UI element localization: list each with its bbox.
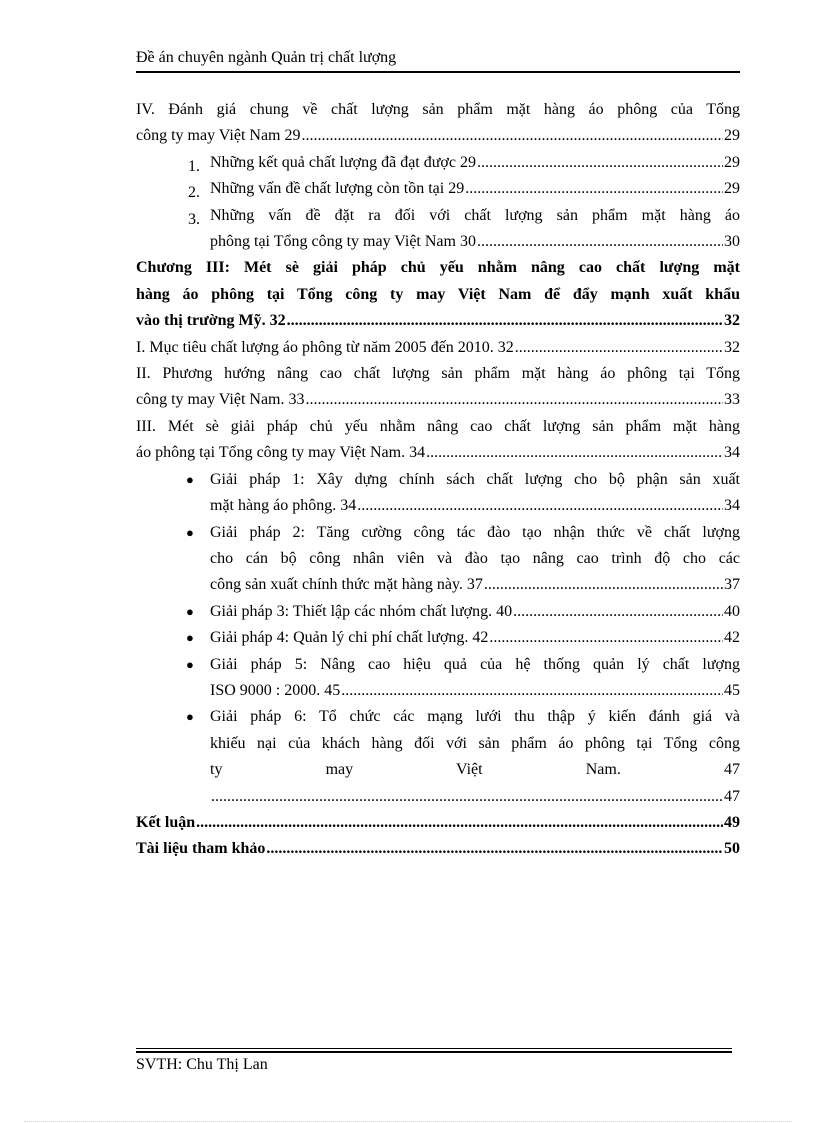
toc-entry[interactable] [136,652,740,705]
list-number: 1. [188,157,200,175]
toc-page-number: 40 [724,602,740,620]
footer-author: SVTH: Chu Thị Lan [136,1056,268,1073]
toc-leader-dots [477,150,723,176]
toc-entry-text: áo phông tại Tổng công ty may Việt Nam. 34 [136,444,426,462]
toc-leader-dots [513,599,723,625]
toc-entry[interactable] [136,335,740,361]
toc-page-number: 29 [724,180,740,198]
toc-leader-dots [302,123,724,149]
toc-leader-line [210,229,740,255]
toc-leader-line [136,123,740,149]
toc-leader-dots [477,229,723,255]
toc-page-number: 45 [724,681,740,699]
toc-leader-dots [357,493,723,519]
footer-rule-thick [136,1051,732,1053]
toc-leader-dots [489,625,723,651]
toc-page-number: 29 [724,127,740,145]
toc-leader-line [210,572,740,598]
list-number: 3. [188,210,200,228]
header-rule [136,71,740,73]
toc-entry-text: phông tại Tổng công ty may Việt Nam 30 [210,233,476,251]
toc-entry-text: III. Mét sè giải pháp chủ yếu nhằm nâng cao chất lượng sản phẩm mặt hàng [136,417,740,435]
toc-leader-dots [266,836,723,862]
toc-leader-dots [306,387,724,413]
toc-leader-line [136,308,740,334]
toc-entry[interactable] [136,599,740,625]
toc-page-number: 34 [724,497,740,515]
toc-entry-text: Những vấn đề chất lượng còn tồn tại 29 [210,180,465,198]
list-number: 2. [188,184,200,202]
toc-entry-text: Tài liệu tham khảo [136,840,266,858]
toc-leader-line [136,836,740,862]
toc-entry[interactable] [136,176,740,202]
toc-page-number: 33 [724,391,740,409]
toc-entry-text: ISO 9000 : 2000. 45 [210,681,341,699]
toc-entry-text: I. Mục tiêu chất lượng áo phông từ năm 2005 đến 2010. 32 [136,338,514,356]
toc-leader-dots [484,572,723,598]
toc-page-number: 32 [724,312,740,330]
toc-entry-text: Giải pháp 2: Tăng cường công tác đào tạo nhận thức về chất lượng [210,523,740,541]
toc-entry[interactable] [136,361,740,414]
toc-leader-line [210,784,740,810]
toc-leader-line [136,335,740,361]
bullet-icon: ● [186,709,194,725]
toc-leader-dots [341,678,723,704]
bullet-icon: ● [186,603,194,619]
toc-entry-text: Giải pháp 5: Nâng cao hiệu quả của hệ thống quản lý chất lượng [210,655,740,673]
toc-page-number: 30 [724,233,740,251]
toc-entry-text: khiếu nại của khách hàng đối với sản phẩm áo phông tại Tổng công [210,734,740,752]
toc-page-number: 50 [724,840,740,858]
bullet-icon: ● [186,656,194,672]
toc-entry-text: IV. Đánh giá chung về chất lượng sản phẩm mặt hàng áo phông của Tổng [136,101,740,118]
toc-entry[interactable] [136,704,740,810]
toc-entry-text: II. Phương hướng nâng cao chất lượng sản phẩm mặt hàng áo phông tại Tổng [136,365,740,383]
bullet-icon: ● [186,630,194,646]
toc-page-number: 49 [724,813,740,831]
document-header-title: Đề án chuyên ngành Quản trị chất lượng [136,49,397,66]
toc-leader-line [136,810,740,836]
toc-leader-dots [196,810,723,836]
toc-entry[interactable] [136,414,740,467]
toc-entry-text: Giải pháp 4: Quản lý chi phí chất lượng. 42 [210,629,489,647]
toc-entry-text: Những vấn đề đặt ra đối với chất lượng sản phẩm mặt hàng áo [210,206,740,224]
toc-entry-text: mặt hàng áo phông. 34 [210,497,357,515]
toc-entry[interactable] [136,520,740,599]
toc-page-number: 29 [724,153,740,171]
toc-leader-dots [515,335,723,361]
toc-entry[interactable] [136,810,740,836]
toc-leader-line [210,150,740,176]
toc-leader-dots [465,176,723,202]
toc-page-number: 32 [724,338,740,356]
footer-rule-thin [136,1048,732,1049]
toc-entry-text: Kết luận [136,813,196,831]
bullet-icon: ● [186,471,194,487]
toc-entry-text: Giải pháp 6: Tổ chức các mạng lưới thu thập ý kiến đánh giá và [210,708,740,726]
toc-page-number: 34 [724,444,740,462]
page-edge [24,1121,792,1122]
toc-entry-text: ty may Việt Nam. 47 [210,761,740,779]
toc-entry-text: Những kết quả chất lượng đã đạt được 29 [210,153,476,171]
toc-entry-text: công ty may Việt Nam 29 [136,127,301,145]
toc-entry[interactable] [136,625,740,651]
toc-entry-text: Giải pháp 3: Thiết lập các nhóm chất lượng. 40 [210,602,513,620]
bullet-icon: ● [186,524,194,540]
table-of-contents [136,97,740,863]
toc-page-number: 47 [724,787,740,805]
toc-entry[interactable] [136,255,740,334]
toc-entry-text: cho cán bộ công nhân viên và đào tạo nâng cao trình độ cho các [210,549,740,567]
toc-leader-dots [211,784,723,810]
toc-leader-dots [287,308,723,334]
toc-entry[interactable] [136,836,740,862]
toc-leader-line [136,440,740,466]
toc-entry-text: Chương III: Mét sè giải pháp chủ yếu nhằm nâng cao chất lượng mặt [136,259,740,277]
toc-leader-line [210,625,740,651]
toc-leader-dots [426,440,723,466]
toc-entry-text: hàng áo phông tại Tổng công ty may Việt Nam để đẩy mạnh xuất khẩu [136,285,740,303]
toc-leader-line [210,493,740,519]
toc-entry-text: công sản xuất chính thức mặt hàng này. 37 [210,576,483,594]
toc-leader-line [210,176,740,202]
toc-entry[interactable] [136,97,740,150]
toc-page-number: 37 [724,576,740,594]
toc-entry[interactable] [136,467,740,520]
toc-entry[interactable] [136,203,740,256]
toc-entry-text: vào thị trường Mỹ. 32 [136,312,286,330]
toc-leader-line [210,599,740,625]
toc-entry-text: công ty may Việt Nam. 33 [136,391,305,409]
toc-entry[interactable] [136,150,740,176]
toc-leader-line [136,387,740,413]
toc-leader-line [210,678,740,704]
toc-page-number: 42 [724,629,740,647]
toc-entry-text: Giải pháp 1: Xây dựng chính sách chất lượng cho bộ phận sản xuất [210,470,740,488]
